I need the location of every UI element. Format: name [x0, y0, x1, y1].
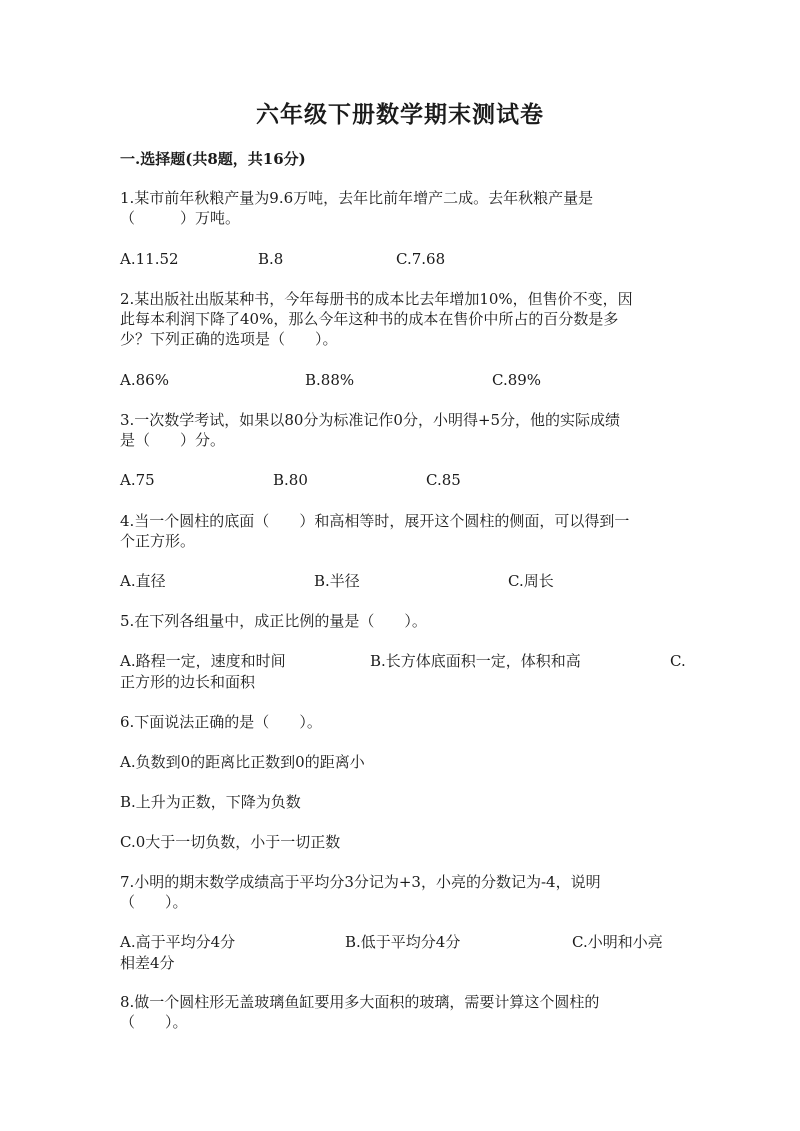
question-7-option-b[interactable]: B.低于平均分4分 [345, 933, 461, 951]
question-1 [120, 188, 680, 228]
question-2-option-a[interactable]: A.86% [120, 371, 169, 389]
exam-title: 六年级下册数学期末测试卷 [256, 101, 544, 128]
question-4-line-2: 个正方形。 [120, 532, 196, 550]
question-6-option-c[interactable]: C.0大于一切负数，小于一切正数 [120, 833, 341, 851]
question-5-option-c-text[interactable]: 正方形的边长和面积 [120, 673, 256, 691]
question-1-line-1: 1.某市前年秋粮产量为9.6万吨，去年比前年增产二成。去年秋粮产量是 [120, 189, 594, 207]
question-8-line-2: （ ）。 [120, 1013, 188, 1031]
question-6-option-a[interactable]: A.负数到0的距离比正数到0的距离小 [120, 753, 365, 771]
question-1-option-a[interactable]: A.11.52 [120, 250, 179, 268]
question-5 [120, 611, 680, 631]
question-2-line-1: 2.某出版社出版某种书，今年每册书的成本比去年增加10%，但售价不变，因 [120, 290, 633, 308]
question-8 [120, 992, 680, 1032]
question-2 [120, 289, 680, 349]
question-4-option-b[interactable]: B.半径 [314, 572, 360, 590]
question-2-line-2: 此每本利润下降了40%，那么今年这种书的成本在售价中所占的百分数是多 [120, 310, 619, 328]
section-heading: 一.选择题(共8题，共16分) [120, 150, 306, 168]
question-1-option-b[interactable]: B.8 [258, 250, 284, 268]
question-4-line-1: 4.当一个圆柱的底面（ ）和高相等时，展开这个圆柱的侧面，可以得到一 [120, 512, 630, 530]
question-7-line-1: 7.小明的期末数学成绩高于平均分3分记为+3，小亮的分数记为-4，说明 [120, 873, 601, 891]
question-4-option-a[interactable]: A.直径 [120, 572, 166, 590]
question-3-option-a[interactable]: A.75 [120, 471, 155, 489]
question-2-line-3: 少？下列正确的选项是（ ）。 [120, 330, 338, 348]
question-3-option-b[interactable]: B.80 [273, 471, 308, 489]
question-7-line-2: （ ）。 [120, 893, 188, 911]
question-5-line-1: 5.在下列各组量中，成正比例的量是（ ）。 [120, 612, 427, 630]
question-4-option-c[interactable]: C.周长 [508, 572, 554, 590]
question-6 [120, 712, 680, 732]
question-3 [120, 410, 680, 450]
question-5-option-a[interactable]: A.路程一定，速度和时间 [120, 652, 286, 670]
question-7-option-c-text[interactable]: 相差4分 [120, 954, 175, 972]
question-6-line-1: 6.下面说法正确的是（ ）。 [120, 713, 322, 731]
question-5-option-c[interactable]: C. [670, 652, 686, 670]
question-8-line-1: 8.做一个圆柱形无盖玻璃鱼缸要用多大面积的玻璃，需要计算这个圆柱的 [120, 993, 600, 1011]
question-7-option-a[interactable]: A.高于平均分4分 [120, 933, 236, 951]
question-5-option-b[interactable]: B.长方体底面积一定，体积和高 [370, 652, 581, 670]
question-3-line-2: 是（ ）分。 [120, 431, 226, 449]
question-2-option-c[interactable]: C.89% [492, 371, 542, 389]
question-3-line-1: 3.一次数学考试，如果以80分为标准记作0分，小明得+5分，他的实际成绩 [120, 411, 621, 429]
question-3-option-c[interactable]: C.85 [426, 471, 461, 489]
question-1-option-c[interactable]: C.7.68 [396, 250, 446, 268]
question-2-option-b[interactable]: B.88% [305, 371, 355, 389]
question-4 [120, 511, 680, 551]
question-1-line-2: （ ）万吨。 [120, 209, 241, 227]
question-7 [120, 872, 680, 912]
question-7-option-c[interactable]: C.小明和小亮 [572, 933, 663, 951]
question-6-option-b[interactable]: B.上升为正数，下降为负数 [120, 793, 301, 811]
